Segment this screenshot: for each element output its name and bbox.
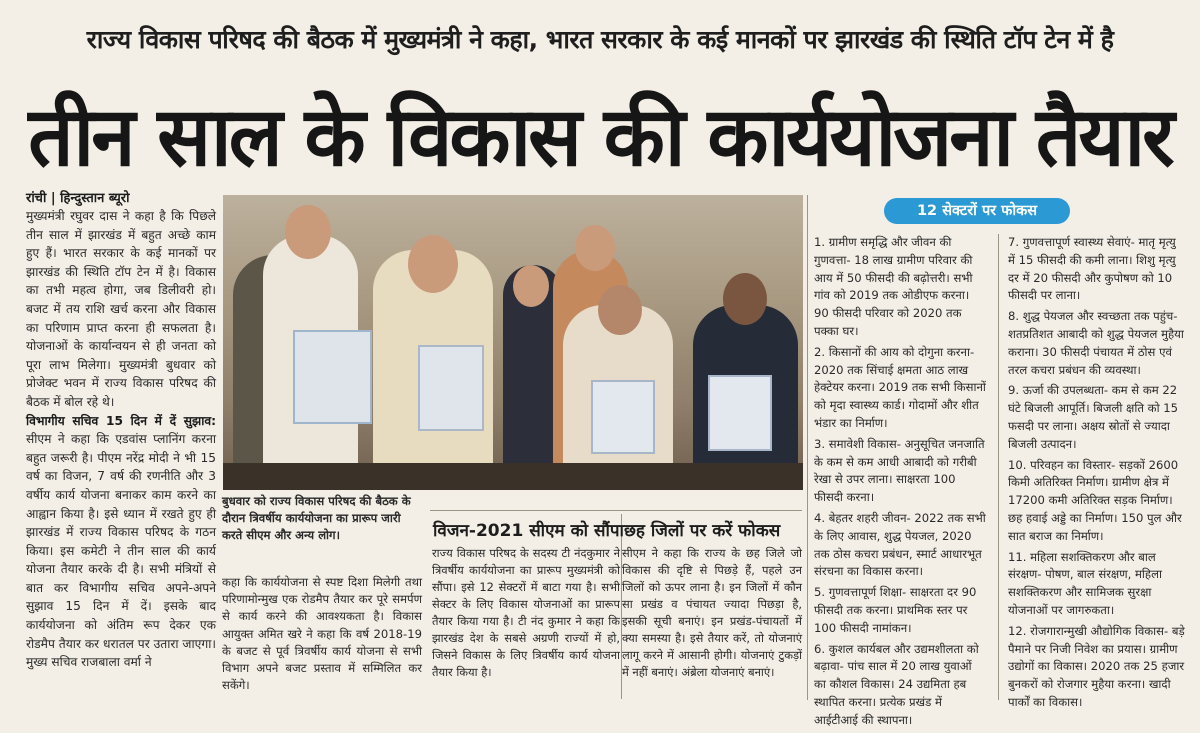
sector-item: 6. कुशल कार्यबल और उद्यमशीलता को बढ़ावा- पांच साल में 20 लाख युवाओं का कौशल विकास। 24 उद्यमिता हब स्थापित करना। प्रत्येक प्रखंड में आईटीआई की स्थापना। [814, 641, 979, 727]
sector-item: 8. शुद्ध पेयजल और स्वच्छता तक पहुंच- शतप्रतिशत आबादी को शुद्ध पेयजल मुहैया कराना। 30 फीसदी पंचायत में ठोस एवं तरल कचरा प्रबंधन की व्यवस्था। [1008, 309, 1184, 377]
sector-item: 10. परिवहन का विस्तार- सड़कों 2600 किमी अतिरिक्त निर्माण। ग्रामीण क्षेत्र में 17200 कमी अतिरिक्त सड़क निर्माण। छह हवाई अड्डे का निर्माण। 150 पुल और सात बराज का निर्माण। [1008, 457, 1182, 543]
sidebar-divider [807, 195, 808, 700]
sector-item: 7. गुणवत्तापूर्ण स्वास्थ्य सेवाएं- मातृ मृत्यु में 15 फीसदी की कमी लाना। शिशु मृत्यु दर में 20 फीसदी और कुपोषण को 10 फीसदी पर लाना। [1008, 235, 1176, 303]
focus-list-left [814, 234, 986, 733]
sector-item: 4. बेहतर शहरी जीवन- 2022 तक सभी के लिए आवास, शुद्ध पेयजल, 2020 तक ठोस कचरा प्रबंधन, स्मार्ट आधारभूत संरचना का विकास करना। [814, 510, 986, 579]
focus-sectors-badge: 12 सेक्टरों पर फोकस [884, 198, 1070, 224]
body-paragraph-2: सीएम ने कहा कि एडवांस प्लानिंग करना बहुत जरूरी है। पीएम नरेंद्र मोदी ने भी 15 वर्ष का विजन, 7 वर्ष की रणनीति और 3 वर्षीय कार्य योजना बनाकर काम करने का आह्वान किया है। इसे ध्यान में रखते हुए ही झारखंड में राज्य विकास परिषद के गठन किया। इस कमेटी ने तीन साल की कार्य योजना तैयार करके दी है। सभी मंत्रियों से बात कर विभागीय सचिव अपने-अपने सुझाव 15 दिन में दें। इसके बाद कार्ययोजना को अंतिम रूप देकर एक रोडमैप तैयार कर धरातल पर उतारा जाएगा। मुख्य सचिव राजबाला वर्मा ने [26, 432, 216, 670]
sector-item: 2. किसानों की आय को दोगुना करना- 2020 तक सिंचाई क्षमता आठ लाख हेक्टेयर करना। 2019 तक सभी किसानों को मृदा स्वास्थ्य कार्ड। गोदामों और शीत भंडार का निर्माण। [814, 344, 986, 430]
vision-2021-text: राज्य विकास परिषद के सदस्य टी नंदकुमार ने त्रिवर्षीय कार्ययोजना का प्रारूप मुख्यमंत्री को सौंपा। इसे 12 सेक्टरों में बाटा गया है। सभी सेक्टर के लिए विकास योजनाओं का प्रारूप तैयार किया गया है। टी नंद कुमार ने कहा कि झारखंड देश के सबसे अग्रणी राज्यों में हो, जिसने विकास के लिए त्रिवर्षीय कार्य योजना तैयार किया है। [432, 546, 620, 679]
kicker-headline: राज्य विकास परिषद की बैठक में मुख्यमंत्री ने कहा, भारत सरकार के कई मानकों पर झारखंड की स्थिति टॉप टेन में है [86, 25, 1114, 54]
vision-2021-heading: विजन-2021 सीएम को सौंपा [433, 521, 624, 541]
sector-item: 5. गुणवत्तापूर्ण शिक्षा- साक्षरता दर 90 फीसदी तक करना। प्राथमिक स्तर पर 100 फीसदी नामांकन। [814, 585, 977, 635]
section-rule [430, 510, 802, 511]
sector-item: 11. महिला सशक्तिकरण और बाल संरक्षण- पोषण, बाल संरक्षण, महिला सशक्तिकरण और सामिजक सुरक्षा योजनाओं पर जागरुकता। [1008, 549, 1162, 617]
six-districts-text: सीएम ने कहा कि राज्य के छह जिले जो विकास की दृष्टि से पिछड़े हैं, पहले उन जिलों को ऊपर लाना है। इन जिलों में कौन सा प्रखंड व पंचायत ज्यादा पिछड़ा है, इसकी सूची बनाएं। इन प्रखंड-पंचायतों में क्या समस्या है। इसे तैयार करें, तो योजनाएं लागू करने में आसानी होगी। योजनाएं टुकड़ों में नहीं बनाएं। अंब्रेला योजनाएं बनाएं। [622, 546, 802, 679]
article-column-1 [26, 207, 216, 672]
sector-item: 9. ऊर्जा की उपलब्धता- कम से कम 22 घंटे बिजली आपूर्ति। बिजली क्षति को 15 फसदी पर लाना। अक्षय स्रोतों से ज्यादा बिजली उत्पादन। [1008, 383, 1179, 451]
article-column-2: कहा कि कार्ययोजना से स्पष्ट दिशा मिलेगी तथा परिणामोन्मुख एक रोडमैप तैयार कर पूरे समर्पण से कार्य करने की आवश्यकता है। विकास आयुक्त अमित खरे ने कहा कि वर्ष 2018-19 के बजट से पूर्व त्रिवर्षीय कार्य योजना से सभी विभाग अपने बजट प्रस्ताव में सम्मिलित कर सकेंगे। [222, 575, 422, 693]
focus-divider [998, 234, 999, 700]
sector-item: 1. ग्रामीण समृद्धि और जीवन की गुणवत्ता- 18 लाख ग्रामीण परिवार की आय में 50 फीसदी की बढ़ोत्तरी। सभी गांव को 2019 तक ओडीएफ करना। 90 फीसदी परिवार को 2020 तक पक्का घर। [814, 235, 973, 338]
sector-item: 3. समावेशी विकास- अनुसूचित जनजाति के कम से कम आधी आबादी को गरीबी रेखा से उपर लाना। साक्षरता 100 फीसदी करना। [814, 436, 985, 505]
main-headline: तीन साल के विकास की कार्ययोजना तैयार [28, 90, 1172, 185]
focus-list-right [1008, 234, 1186, 715]
news-photo [223, 195, 803, 490]
photo-caption: बुधवार को राज्य विकास परिषद की बैठक के दौरान त्रिवर्षीय कार्ययोजना का प्रारूप जारी करते सीएम और अन्य लोग। [222, 494, 411, 542]
six-districts-heading: छह जिलों पर करें फोकस [624, 521, 781, 541]
subheading-secretary: विभागीय सचिव 15 दिन में दें सुझाव: [26, 413, 216, 428]
sector-item: 12. रोजगारान्मुखी औद्योगिक विकास- बड़े पैमाने पर निजी निवेश का प्रयास। ग्रामीण उद्योगों का विकास। 2020 तक 25 हजार बुनकरों को रोजगार मुहैया करना। खादी पार्कों का विकास। [1008, 623, 1185, 709]
intro-paragraph: मुख्यमंत्री रघुवर दास ने कहा है कि पिछले तीन साल में झारखंड में बहुत अच्छे काम हुए हैं। भारत सरकार के कई मानकों पर झारखंड की स्थिति टॉप टेन में है। विकास का तभी महत्व होगा, जब डिलीवरी हो। बजट में तय राशि खर्च करना और विकास का परिणाम प्राप्त करना ही सफलता है। योजनाओं के कार्यान्वयन से ही जनता को पूरा लाभ मिलेगा। मुख्यमंत्री बुधवार को प्रोजेक्ट भवन में राज्य विकास परिषद की बैठक में बोल रहे थे। [26, 209, 216, 409]
byline: रांची | हिन्दुस्तान ब्यूरो [26, 191, 130, 206]
